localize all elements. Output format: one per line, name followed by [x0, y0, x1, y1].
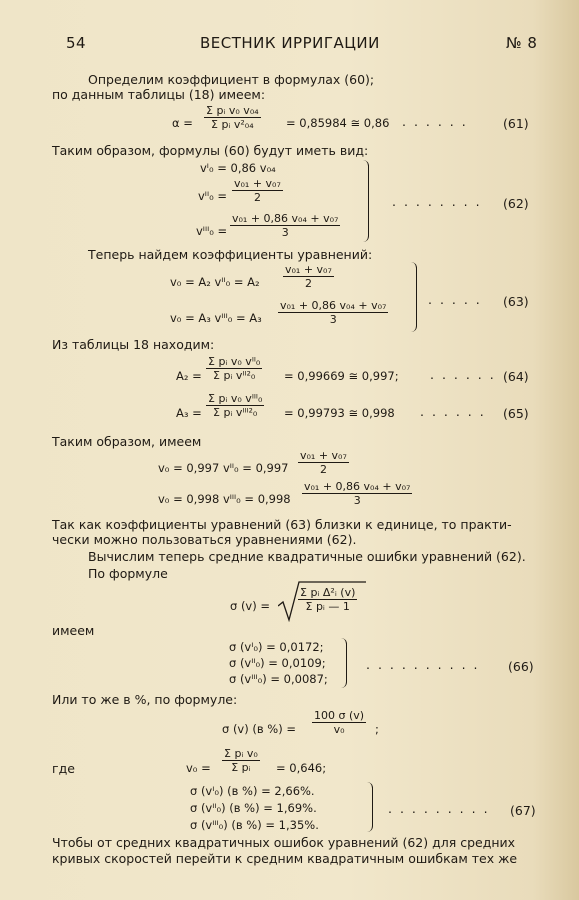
eq62-b-fraction: [232, 177, 283, 204]
text-line: По формуле: [88, 566, 168, 581]
eq63-leader-dots: . . . . .: [428, 292, 482, 307]
text-line: Таким образом, имеем: [52, 434, 202, 449]
eq62-line-a: vᴵ₀ = 0,86 v₀₄: [200, 161, 276, 175]
text-line: Так как коэффициенты уравнений (63) близки к единице, то практи-: [52, 517, 512, 532]
eq66-line-b: σ (vᴵᴵ₀) = 0,0109;: [229, 656, 326, 670]
text-line: Таким образом, формулы (60) будут иметь вид:: [52, 143, 369, 158]
eq63-b-numerator: v₀₁ + 0,86 v₀₄ + v₀₇: [280, 299, 387, 312]
eq-result-b-denominator: 3: [302, 493, 412, 507]
eq63-a-numerator: v₀₁ + v₀₇: [285, 263, 332, 276]
eq-sigma-lhs: σ (v) =: [230, 599, 271, 613]
eq-v0-lhs: v₀ =: [186, 761, 211, 775]
eq-sigma-numerator: Σ pᵢ Δ²ᵢ (v): [300, 586, 356, 599]
eq63-b-denominator: 3: [278, 312, 388, 326]
journal-title: ВЕСТНИК ИРРИГАЦИИ: [200, 34, 380, 52]
eq-result-b-lhs: v₀ = 0,998 vᴵᴵᴵ₀ = 0,998: [158, 492, 291, 506]
eq67-brace: [366, 782, 373, 832]
eq-pct-denominator: v₀: [312, 722, 366, 736]
eq64-lhs: A₂ =: [176, 369, 202, 383]
eq62-c-numerator: v₀₁ + 0,86 v₀₄ + v₀₇: [232, 212, 339, 225]
eq-result-b-numerator: v₀₁ + 0,86 v₀₄ + v₀₇: [304, 480, 411, 493]
eq63-line-a-lhs: v₀ = A₂ vᴵᴵ₀ = A₂: [170, 275, 260, 289]
eq-v0-fraction: [222, 747, 260, 774]
eq-pct-numerator: 100 σ (v): [314, 709, 365, 722]
eq-v0-rhs: = 0,646;: [276, 761, 327, 775]
eq61-number: (61): [503, 116, 529, 131]
text-line: кривых скоростей перейти к средним квадратичным ошибкам тех же: [52, 851, 518, 866]
eq64-denominator: Σ pᵢ vᴵᴵ²₀: [206, 368, 262, 382]
eq66-brace: [340, 638, 347, 688]
eq61-leader-dots: . . . . . .: [402, 114, 468, 129]
eq-result-b-fraction: [302, 480, 412, 507]
eq66-line-a: σ (vᴵ₀) = 0,0172;: [229, 640, 324, 654]
eq64-numerator: Σ pᵢ v₀ vᴵᴵ₀: [208, 355, 261, 368]
eq62-leader-dots: . . . . . . . .: [392, 194, 482, 209]
eq65-leader-dots: . . . . . .: [420, 404, 486, 419]
text-line: Или то же в %, по формуле:: [52, 692, 238, 707]
eq65-numerator: Σ pᵢ v₀ vᴵᴵᴵ₀: [208, 392, 263, 405]
text-line: Чтобы от средних квадратичных ошибок уравнений (62) для средних: [52, 835, 516, 850]
eq66-number: (66): [508, 659, 534, 674]
eq67-line-b: σ (vᴵᴵ₀) (в %) = 1,69%.: [190, 801, 317, 815]
eq-sigma-denominator: Σ pᵢ — 1: [298, 599, 357, 613]
eq62-c-fraction: [230, 212, 340, 239]
eq63-number: (63): [503, 294, 529, 309]
text-line: чески можно пользоваться уравнениями (62).: [52, 532, 357, 547]
text-line: Из таблицы 18 находим:: [52, 337, 215, 352]
eq-result-a-numerator: v₀₁ + v₀₇: [300, 449, 347, 462]
text-line: имеем: [52, 623, 95, 638]
eq65-lhs: A₃ =: [176, 406, 202, 420]
eq62-c-denominator: 3: [230, 225, 340, 239]
eq63-a-denominator: 2: [283, 276, 334, 290]
eq66-leader-dots: . . . . . . . . . .: [366, 657, 480, 672]
eq67-leader-dots: . . . . . . . . .: [388, 801, 490, 816]
eq-v0-denominator: Σ pᵢ: [222, 760, 260, 774]
eq62-line-c-lhs: vᴵᴵᴵ₀ =: [196, 224, 228, 238]
eq65-number: (65): [503, 406, 529, 421]
eq61-numerator: Σ pᵢ v₀ v₀₄: [206, 104, 259, 117]
eq63-b-fraction: [278, 299, 388, 326]
eq-result-a-lhs: v₀ = 0,997 vᴵᴵ₀ = 0,997: [158, 461, 289, 475]
eq63-brace: [410, 262, 417, 332]
eq62-b-denominator: 2: [232, 190, 283, 204]
eq67-line-a: σ (vᴵ₀) (в %) = 2,66%.: [190, 784, 315, 798]
issue-number: № 8: [506, 34, 538, 52]
eq61-fraction: [204, 104, 261, 131]
eq62-number: (62): [503, 196, 529, 211]
text-line: Теперь найдем коэффициенты уравнений:: [88, 247, 373, 262]
eq61-denominator: Σ pᵢ v²₀₄: [204, 117, 261, 131]
eq-pct-fraction: [312, 709, 366, 736]
eq65-fraction: [206, 392, 264, 419]
eq64-number: (64): [503, 369, 529, 384]
eq67-number: (67): [510, 803, 536, 818]
eq65-denominator: Σ pᵢ vᴵᴵᴵ²₀: [206, 405, 264, 419]
eq64-fraction: [206, 355, 262, 382]
eq64-leader-dots: . . . . . .: [430, 367, 496, 382]
text-line: Определим коэффициент в формулах (60);: [88, 72, 375, 87]
eq63-line-b-lhs: v₀ = A₃ vᴵᴵᴵ₀ = A₃: [170, 311, 262, 325]
eq-result-a-denominator: 2: [298, 462, 349, 476]
eq-pct-lhs: σ (v) (в %) =: [222, 722, 297, 736]
text-line: где: [52, 761, 75, 776]
eq61-rhs: = 0,85984 ≅ 0,86: [286, 116, 390, 130]
eq63-a-fraction: [283, 263, 334, 290]
text-line: Вычислим теперь средние квадратичные ошибки уравнений (62).: [88, 549, 526, 564]
eq-result-a-fraction: [298, 449, 349, 476]
eq64-rhs: = 0,99669 ≅ 0,997;: [284, 369, 399, 383]
eq67-line-c: σ (vᴵᴵᴵ₀) (в %) = 1,35%.: [190, 818, 319, 832]
eq62-line-b-lhs: vᴵᴵ₀ =: [198, 189, 227, 203]
eq-sigma-fraction: [298, 586, 357, 613]
eq-pct-tail: ;: [375, 722, 379, 736]
eq66-line-c: σ (vᴵᴵᴵ₀) = 0,0087;: [229, 672, 328, 686]
eq61-lhs: α =: [172, 116, 193, 130]
page-number: 54: [66, 34, 87, 52]
eq-v0-numerator: Σ pᵢ v₀: [224, 747, 258, 760]
eq62-brace: [362, 160, 369, 242]
text-line: по данным таблицы (18) имеем:: [52, 87, 266, 102]
eq65-rhs: = 0,99793 ≅ 0,998: [284, 406, 395, 420]
eq62-b-numerator: v₀₁ + v₀₇: [234, 177, 281, 190]
